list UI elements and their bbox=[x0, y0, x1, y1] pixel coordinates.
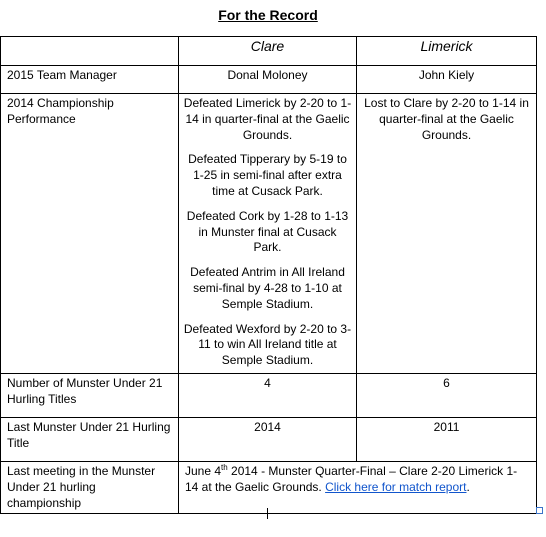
clare-result-entry: Defeated Antrim in All Ireland semi-final by 4-28 to 1-10 at Semple Stadium. bbox=[190, 265, 345, 311]
text-cursor bbox=[267, 508, 268, 519]
clare-result-entry: Defeated Limerick by 2-20 to 1-14 in quarter-final at the Gaelic Grounds. bbox=[183, 96, 352, 142]
table-row bbox=[1, 417, 537, 461]
limerick-last-title: 2011 bbox=[357, 417, 537, 461]
team-header-limerick: Limerick bbox=[357, 37, 537, 66]
meeting-date-suffix: th bbox=[221, 462, 228, 472]
limerick-championship: Lost to Clare by 2-20 to 1-14 in quarter-final at the Gaelic Grounds. bbox=[357, 94, 537, 374]
row-label-last-title: Last Munster Under 21 Hurling Title bbox=[1, 417, 179, 461]
row-label-manager: 2015 Team Manager bbox=[1, 66, 179, 94]
meeting-text: 2014 - Munster Quarter-Final – Clare 2-20 Limerick 1-14 at the Gaelic Grounds. bbox=[185, 463, 518, 494]
clare-result-entry: Defeated Tipperary by 5-19 to 1-25 in semi-final after extra time at Cusack Park. bbox=[188, 152, 347, 198]
meeting-date: June 4 bbox=[185, 463, 222, 478]
row-label-titles: Number of Munster Under 21 Hurling Titles bbox=[1, 373, 179, 417]
row-label-championship: 2014 Championship Performance bbox=[1, 94, 179, 374]
header-blank-cell bbox=[1, 37, 179, 66]
clare-result-entry: Defeated Cork by 1-28 to 1-13 in Munster final at Cusack Park. bbox=[186, 208, 349, 255]
table-resize-handle[interactable] bbox=[536, 507, 543, 514]
table-row bbox=[1, 94, 537, 374]
table-row bbox=[1, 66, 537, 94]
row-label-last-meeting: Last meeting in the Munster Under 21 hurling championship bbox=[1, 461, 179, 513]
limerick-manager: John Kiely bbox=[357, 66, 537, 94]
last-meeting-cell bbox=[179, 461, 537, 513]
page-title: For the Record bbox=[218, 7, 318, 23]
header-row bbox=[1, 37, 537, 66]
clare-last-title: 2014 bbox=[179, 417, 357, 461]
clare-championship-cell bbox=[179, 94, 357, 374]
table-row bbox=[1, 373, 537, 417]
record-table bbox=[0, 36, 537, 514]
table-row bbox=[1, 461, 537, 513]
clare-titles: 4 bbox=[179, 373, 357, 417]
clare-result-entry: Defeated Wexford by 2-20 to 3-11 to win All Ireland title at Semple Stadium. bbox=[183, 321, 352, 368]
team-header-clare: Clare bbox=[179, 37, 357, 66]
meeting-text-end: . bbox=[466, 479, 470, 494]
limerick-titles: 6 bbox=[357, 373, 537, 417]
clare-manager: Donal Moloney bbox=[179, 66, 357, 94]
match-report-link[interactable]: Click here for match report bbox=[325, 479, 467, 494]
